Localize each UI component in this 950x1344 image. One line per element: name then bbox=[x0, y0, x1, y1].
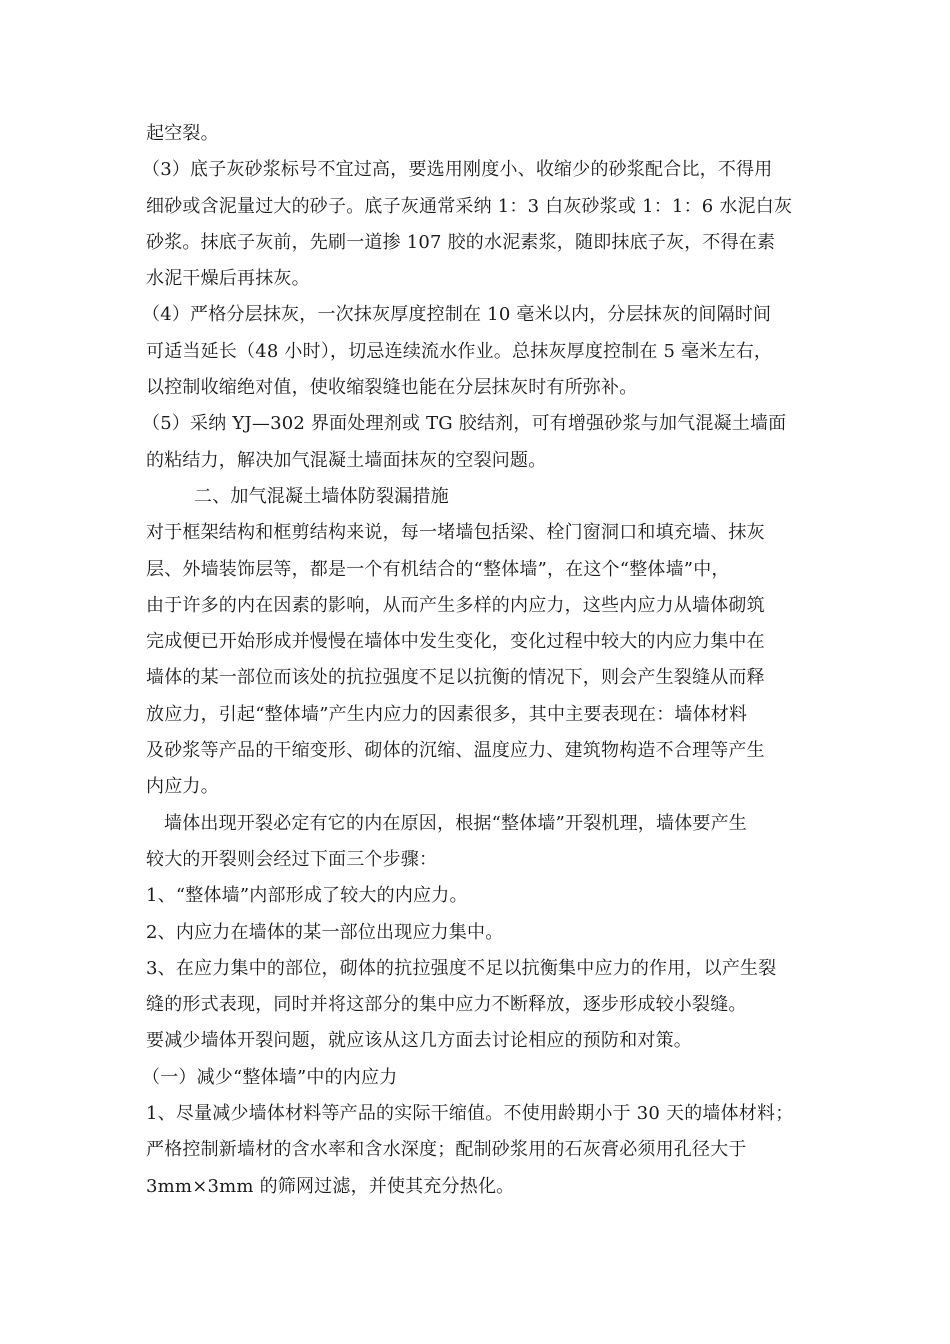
text-line: 要减少墙体开裂问题，就应该从这几方面去讨论相应的预防和对策。 bbox=[146, 1030, 692, 1052]
section-heading: 二、加气混凝土墙体防裂漏措施 bbox=[194, 485, 449, 507]
text-line: 缝的形式表现，同时并将这部分的集中应力不断释放，逐步形成较小裂缝。 bbox=[146, 994, 747, 1016]
text-line: 的粘结力，解决加气混凝土墙面抹灰的空裂问题。 bbox=[146, 449, 547, 471]
text-line: 细砂或含泥量过大的砂子。底子灰通常采纳 1：3 白灰砂浆或 1：1：6 水泥白灰 bbox=[146, 195, 793, 217]
text-line: （5）采纳 YJ—302 界面处理剂或 TG 胶结剂，可有增强砂浆与加气混凝土墙面 bbox=[142, 413, 787, 435]
text-line: 3mm×3mm 的筛网过滤，并使其充分热化。 bbox=[146, 1175, 515, 1197]
text-line: 水泥干燥后再抹灰。 bbox=[146, 268, 310, 290]
text-line: 完成便已开始形成并慢慢在墙体中发生变化，变化过程中较大的内应力集中在 bbox=[146, 631, 765, 653]
text-line: （3）底子灰砂浆标号不宜过高，要选用刚度小、收缩少的砂浆配合比，不得用 bbox=[142, 159, 773, 181]
text-line: 墙体出现开裂必定有它的内在原因，根据“整体墙”开裂机理，墙体要产生 bbox=[164, 812, 748, 834]
text-line: 由于许多的内在因素的影响，从而产生多样的内应力，这些内应力从墙体砌筑 bbox=[146, 594, 765, 616]
text-line: 内应力。 bbox=[146, 776, 219, 798]
text-line: 可适当延长（48 小时），切忌连续流水作业。总抹灰厚度控制在 5 毫米左右， bbox=[146, 340, 773, 362]
text-line: 以控制收缩绝对值，使收缩裂缝也能在分层抹灰时有所弥补。 bbox=[146, 377, 638, 399]
text-line: 砂浆。抹底子灰前，先刷一道掺 107 胶的水泥素浆，随即抹底子灰，不得在素 bbox=[146, 231, 776, 253]
text-line: 起空裂。 bbox=[146, 123, 219, 144]
text-line: 放应力，引起“整体墙”产生内应力的因素很多，其中主要表现在：墙体材料 bbox=[146, 703, 748, 725]
text-line: 对于框架结构和框剪结构来说，每一堵墙包括梁、栓门窗洞口和填充墙、抹灰 bbox=[146, 522, 765, 544]
text-line: 严格控制新墙材的含水率和含水深度；配制砂浆用的石灰膏必须用孔径大于 bbox=[146, 1139, 747, 1161]
text-line: 层、外墙装饰层等，都是一个有机结合的“整体墙”，在这个“整体墙”中， bbox=[146, 558, 730, 580]
text-line: 墙体的某一部位而该处的抗拉强度不足以抗衡的情况下，则会产生裂缝从而释 bbox=[146, 667, 765, 689]
text-line: 及砂浆等产品的干缩变形、砌体的沉缩、温度应力、建筑物构造不合理等产生 bbox=[146, 740, 765, 762]
list-item: 1、尽量减少墙体材料等产品的实际干缩值。不使用龄期小于 30 天的墙体材料； bbox=[146, 1103, 794, 1125]
subsection-heading: （一）减少“整体墙”中的内应力 bbox=[142, 1066, 398, 1088]
document-body bbox=[142, 116, 816, 1205]
list-item: 1、“整体墙”内部形成了较大的内应力。 bbox=[146, 885, 468, 907]
list-item: 3、在应力集中的部位，砌体的抗拉强度不足以抗衡集中应力的作用，以产生裂 bbox=[146, 957, 777, 979]
list-item: 2、内应力在墙体的某一部位出现应力集中。 bbox=[146, 921, 504, 943]
text-line: 较大的开裂则会经过下面三个步骤： bbox=[146, 848, 438, 870]
text-line: （4）严格分层抹灰，一次抹灰厚度控制在 10 毫米以内，分层抹灰的间隔时间 bbox=[142, 304, 772, 326]
